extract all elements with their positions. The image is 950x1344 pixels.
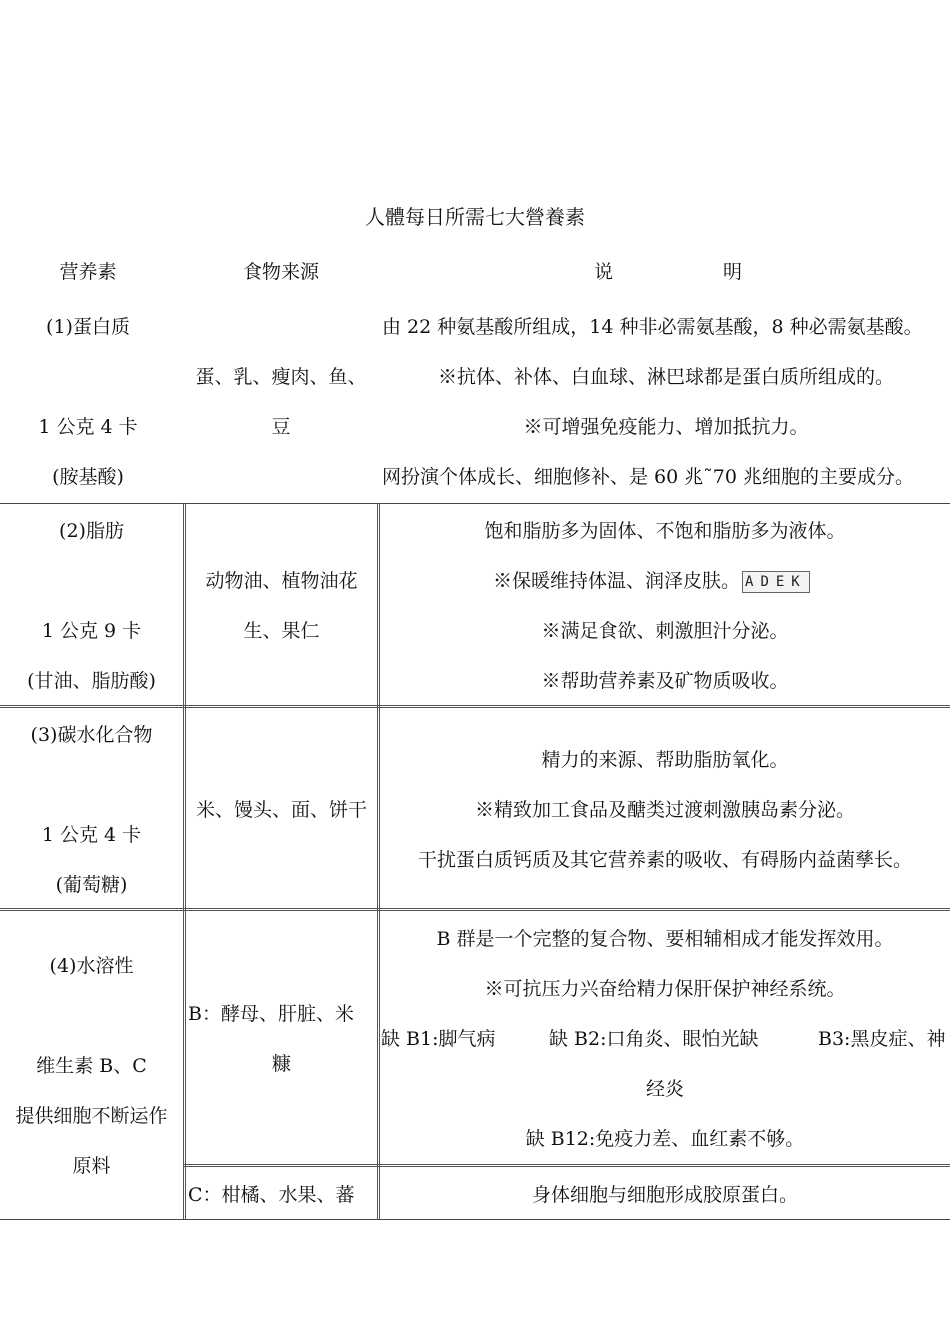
column-divider-1 xyxy=(183,503,186,1220)
protein-source-line-2: 豆 xyxy=(271,416,291,438)
fat-desc-2 xyxy=(493,566,810,593)
vitamin-subtitle-2: 提供细胞不断运作 xyxy=(15,1105,168,1127)
vitamin-b-desc-3a: 缺 B1:脚气病 xyxy=(381,1028,496,1050)
fat-desc-4: ※帮助营养素及矿物质吸收。 xyxy=(541,670,789,692)
carb-source: 米、馒头、面、饼干 xyxy=(195,799,367,821)
carb-desc-3: 干扰蛋白质钙质及其它营养素的吸收、有碍肠内益菌孳长。 xyxy=(417,849,912,871)
table-top-border xyxy=(0,503,950,504)
vitamin-subtitle-3: 原料 xyxy=(72,1155,111,1177)
row-divider-carb-vitamin xyxy=(0,908,950,911)
vitamin-b-desc-1: B 群是一个完整的复合物、要相辅相成才能发挥效用。 xyxy=(436,928,894,950)
header-source: 食物来源 xyxy=(242,261,319,283)
fat-desc-2-text: ※保暖维持体温、润泽皮肤。 xyxy=(493,570,741,592)
vitamin-b-desc-3c: B3:黑皮症、神 xyxy=(818,1028,946,1050)
vitamin-aden-tag: ADEK xyxy=(742,571,810,593)
fat-subtitle: (甘油、脂肪酸) xyxy=(27,670,156,692)
protein-desc-4: 网扮演个体成长、细胞修补、是 60 兆˜70 兆细胞的主要成分。 xyxy=(382,466,914,488)
row-divider-fat-carb xyxy=(0,705,950,708)
carb-subtitle: (葡萄糖) xyxy=(55,874,128,896)
vitamin-b-desc-4: 经炎 xyxy=(645,1078,684,1100)
header-nutrient: 营养素 xyxy=(59,261,117,283)
fat-calorie: 1 公克 9 卡 xyxy=(41,620,142,642)
vitamin-b-source-line-1: B：酵母、肝脏、米 xyxy=(188,1003,354,1025)
protein-source-line-1: 蛋、乳、瘦肉、鱼、 xyxy=(195,366,367,388)
fat-desc-3: ※满足食欲、刺激胆汁分泌。 xyxy=(541,620,789,642)
carb-desc-2: ※精致加工食品及醣类过渡刺激胰岛素分泌。 xyxy=(474,799,855,821)
page-title: 人體每日所需七大營養素 xyxy=(365,205,585,229)
vitamin-b-source-line-2: 糠 xyxy=(271,1053,291,1075)
carb-desc-1: 精力的来源、帮助脂肪氧化。 xyxy=(541,749,789,771)
vitamin-b-desc-2: ※可抗压力兴奋给精力保肝保护神经系统。 xyxy=(484,978,846,1000)
fat-source-line-2: 生、果仁 xyxy=(243,620,320,642)
header-description-2: 明 xyxy=(723,261,743,283)
protein-desc-2: ※抗体、补体、白血球、淋巴球都是蛋白质所组成的。 xyxy=(437,366,894,388)
carb-calorie: 1 公克 4 卡 xyxy=(41,824,142,846)
carb-name: (3)碳水化合物 xyxy=(30,724,153,746)
fat-source-line-1: 动物油、植物油花 xyxy=(205,570,358,592)
protein-desc-1: 由 22 种氨基酸所组成，14 种非必需氨基酸，8 种必需氨基酸。 xyxy=(382,316,923,338)
fat-name: (2)脂肪 xyxy=(59,520,124,542)
vitamin-b-desc-5: 缺 B12:免疫力差、血红素不够。 xyxy=(525,1128,805,1150)
header-description-1: 说 xyxy=(594,261,614,283)
fat-desc-1: 饱和脂肪多为固体、不饱和脂肪多为液体。 xyxy=(484,520,846,542)
protein-calorie: 1 公克 4 卡 xyxy=(38,416,138,438)
table-bottom-border xyxy=(0,1219,950,1220)
protein-name: (1)蛋白质 xyxy=(46,316,130,338)
row-divider-vitamin-c xyxy=(184,1164,950,1167)
protein-desc-3: ※可增强免疫能力、增加抵抗力。 xyxy=(523,416,809,438)
vitamin-name: (4)水溶性 xyxy=(49,955,134,977)
vitamin-c-desc: 身体细胞与细胞形成胶原蛋白。 xyxy=(531,1184,798,1206)
protein-subtitle: (胺基酸) xyxy=(52,466,124,488)
vitamin-c-source: C：柑橘、水果、蕃 xyxy=(188,1184,355,1206)
vitamin-subtitle-1: 维生素 B、C xyxy=(36,1055,147,1077)
vitamin-b-desc-3b: 缺 B2:口角炎、眼怕光缺 xyxy=(549,1028,759,1050)
